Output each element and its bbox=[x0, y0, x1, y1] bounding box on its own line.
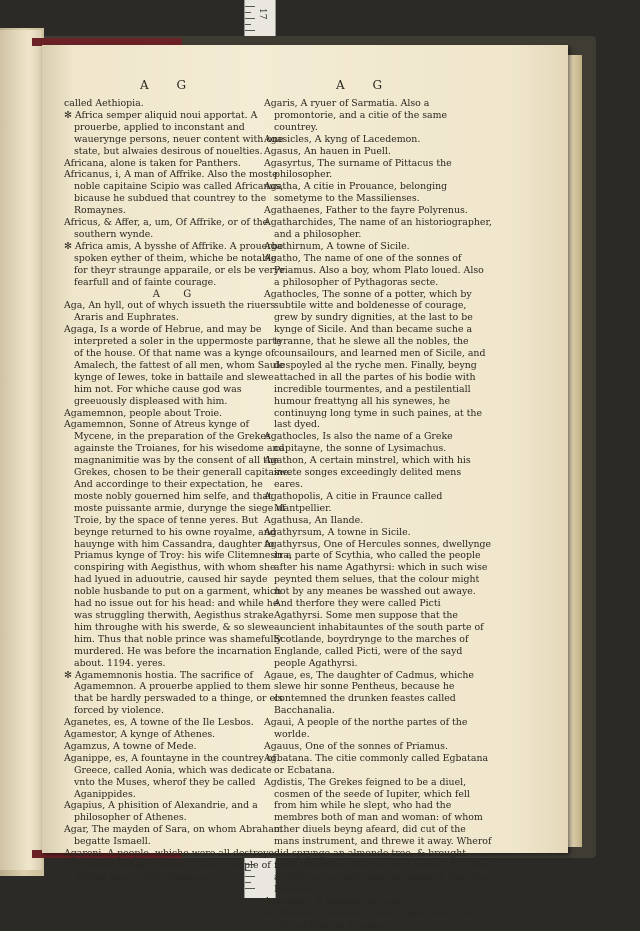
section-heading: A G bbox=[152, 288, 202, 300]
dictionary-entry: Africanus, i, A man of Affrike. Also the moste noble capitaine Scipio was called Africanus, bicause he subdued that countrey to the Romaynes. bbox=[64, 169, 284, 217]
dictionary-entry: Africana, alone is taken for Panthers. bbox=[64, 157, 241, 169]
running-header-right: A G bbox=[336, 78, 395, 92]
dictionary-entry: Agathyrsus, One of Hercules sonnes, dwellynge in a parte of Scythia, who called the people after his name Agathyrsi: which in such wise peynted them selues, that the colour might not by any meanes be wasshed out awaye. And therfore they were called Picti Agathyrsi. Some men suppose that the auncient inhabitauntes of the south parte of Scotlande, boyrdrynge to the marches of Englande, called Picti, were of the sayd people Agathyrsi. bbox=[264, 538, 492, 669]
dictionary-entry: Agapius, A phisition of Alexandrie, and a philosopher of Athenes. bbox=[64, 800, 258, 824]
ruler-label: 17 bbox=[257, 8, 267, 20]
dictionary-entry: Agauus, One of the sonnes of Priamus. bbox=[264, 740, 448, 752]
dictionary-entry: Agasicles, A kyng of Lacedemon. bbox=[264, 133, 421, 145]
dictionary-entry: Agaui, A people of the northe partes of the worlde. bbox=[264, 717, 468, 741]
dictionary-column-left bbox=[62, 98, 292, 884]
dictionary-entry: Agasyrtus, The surname of Pittacus the philosopher. bbox=[264, 157, 452, 181]
running-header-left: A G bbox=[140, 78, 199, 92]
dictionary-entry: Agathyrsum, A towne in Sicile. bbox=[264, 526, 411, 538]
dictionary-entry: Aganippe, es, A fountayne in the countrey of Greece, called Aonia, which was dedicate vnto the Muses, wherof they be called Aganippides. bbox=[64, 752, 276, 800]
dictionary-entry: Agamemnon, Sonne of Atreus kynge of Mycene, in the preparation of the Grekes againste the Troianes, for his wisedome and magnanimitie was by the consent of all the Grekes, chosen to be their generall capitaine. And accordinge to their expectation, he moste nobly gouerned him selfe, and that moste puissante armie, durynge the siege of Troie, by the space of tenne yeres. But beynge returned to his owne royalme, and hauynge with him Cassandra, daughter to Priamus kynge of Troy: his wife Clitemnestra, conspiring with Aegisthus, with whom she had lyued in aduoutrie, caused hir sayde noble husbande to put on a garment, which had no issue out for his head: and while he was struggling therwith, Aegisthus strake him throughe with his swerde, & so slewe him. Thus that noble prince was shamefully murdered. He was before the incarnation about. 1194. yeres. bbox=[64, 419, 292, 669]
dictionary-entry: Agdistis, The Grekes feigned to be a diuel, cosmen of the seede of Iupiter, which fell from him while he slept, who had the membres both of man and woman: of whom other diuels beyng afeard, did cut of the mans instrument, and threwe it away. Wherof did sprynge an almonde tree, & brought forth almondes whiche tyme serued. It is also an hill, at the foote wherof standeth the citie Pessinus. bbox=[264, 776, 492, 895]
dictionary-entry: Agasus, An hauen in Puell. bbox=[264, 145, 391, 157]
dictionary-entry: Agathopolis, A citie in Fraunce called Mantpellier. bbox=[264, 490, 443, 514]
dictionary-entry: Agesilaus, A famouse wrestler. bbox=[264, 895, 410, 907]
dictionary-column-right bbox=[262, 98, 492, 931]
dictionary-entry: called Aethiopia. bbox=[64, 98, 144, 109]
dictionary-entry: Agathaenes, Father to the fayre Polyrenus. bbox=[264, 205, 468, 217]
dictionary-entry: Agaga, Is a worde of Hebrue, and may be interpreted a soler in the uppermoste parte of the house. Of that name was a kynge of Amalech, the fattest of all men, whom Saule kynge of Iewes, toke in battaile and slewe him not. For whiche cause god was greeuously displeased with him. bbox=[64, 324, 285, 407]
dictionary-entry: Agatha, A citie in Prouance, belonging sometyme to the Massilienses. bbox=[264, 181, 448, 205]
dictionary-entry: Agathocles, Is also the name of a Greke capitayne, the sonne of Lysimachus. bbox=[264, 431, 453, 455]
dictionary-entry: Agamemnon, people about Troie. bbox=[64, 407, 223, 419]
dictionary-entry: Agatharchides, The name of an historiographer, and a philosopher. bbox=[264, 217, 492, 240]
dictionary-entry: Agaris, A ryuer of Sarmatia. Also a promontorie, and a citie of the same countrey. bbox=[264, 98, 448, 133]
dictionary-entry: Aga, An hyll, out of whych issueth the riuers Araris and Euphrates. bbox=[64, 300, 276, 324]
dictionary-entry: Agedicum, Otherwise called Agendicum, the citie of Sens in Fraunce. bbox=[264, 907, 476, 931]
dictionary-entry: Agaue, es, The daughter of Cadmus, whiche slewe hir sonne Pentheus, because he contemned the drunken feastes called Bacchanalia. bbox=[264, 669, 474, 717]
dictionary-entry: Agatho, The name of one of the sonnes of Priamus. Also a boy, whom Plato loued. Also a philosopher of Pythagoras secte. bbox=[264, 252, 484, 288]
dictionary-entry: Africus, & Affer, a, um, Of Affrike, or of the southern wynde. bbox=[64, 217, 269, 240]
dictionary-entry: ✻ Agamemnonis hostia. The sacrifice of Agamemnon. A prouerbe applied to them that be hardly perswaded to a thinge, or els forced by violence. bbox=[64, 669, 283, 717]
dictionary-entry: ✻ Africa semper aliquid noui apportat. A prouerbe, applied to inconstant and wauerynge persons, neuer content with one state, but alwaies desirous of nouelties. bbox=[64, 109, 284, 157]
dictionary-entry: Agamestor, A kynge of Athenes. bbox=[64, 729, 216, 741]
dictionary-entry: Agareni, A people, whiche were all destroyed by Saule kynge of Iewes. Also a people of Affrike nowe called Saracens. bbox=[64, 848, 280, 883]
dictionary-entry: Agathusa, An Ilande. bbox=[264, 514, 364, 526]
dictionary-entry: Agathon, A certain minstrel, which with his swete songes exceedingly delited mens eares. bbox=[264, 455, 471, 490]
dictionary-entry: Agamzus, A towne of Mede. bbox=[64, 740, 197, 752]
dictionary-entry: ✻ Africa amis, A bysshe of Affrike. A prouerbe spoken eyther of theim, whiche be notable for theyr straunge apparaile, or els be verye fearfull and of fainte courage. bbox=[64, 240, 285, 288]
dictionary-entry: Agbatana. The citie commonly called Egbatana or Ecbatana. bbox=[264, 752, 489, 776]
dictionary-entry: Agar, The mayden of Sara, on whom Abraham begatte Ismaell. bbox=[64, 824, 283, 848]
dictionary-entry: Aganetes, es, A towne of the Ile Lesbos. bbox=[64, 717, 254, 729]
left-page-edge bbox=[0, 30, 42, 870]
dictionary-entry: Agathocles, The sonne of a potter, which by subtile witte and boldenesse of courage, grew by sundry dignities, at the last to be kynge of Sicile. And than became suche a tyranne, that he slewe all the nobles, the counsailours, and learned men of Sicile, and despoyled al the ryche men. Finally, beyng attached in all the partes of his bodie with incredible tourmentes, and a pestilentiall humour freattyng all his synewes, he continuyng long tyme in such paines, at the last dyed. bbox=[264, 288, 486, 431]
dictionary-entry: Agathirnum, A towne of Sicile. bbox=[264, 240, 410, 252]
